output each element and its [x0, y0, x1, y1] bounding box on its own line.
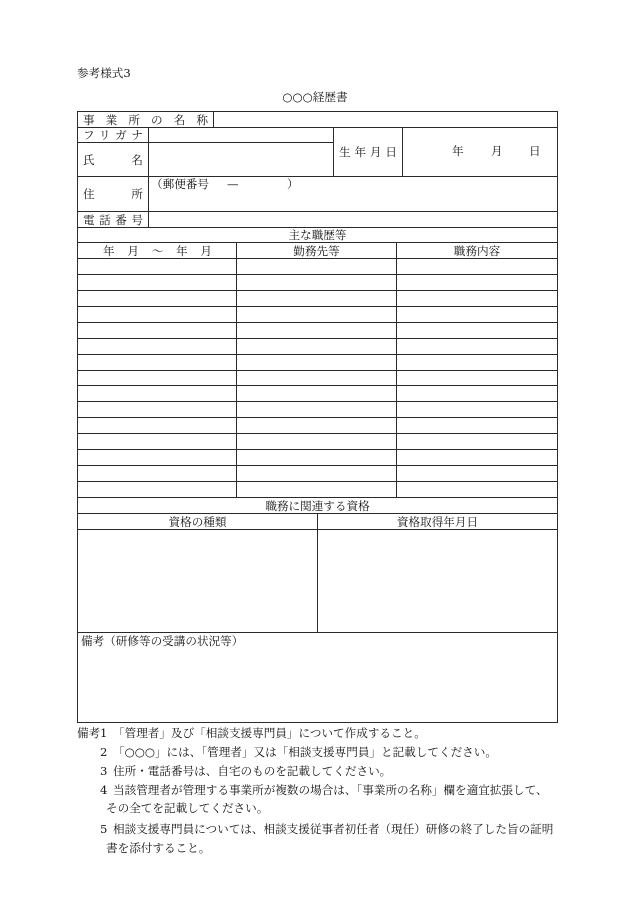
- note-text: 「○○○」には、「管理者」又は「相談支援専門員」と記載してください。: [113, 745, 497, 759]
- career-period-cell: [77, 290, 237, 307]
- career-duties-cell: [396, 338, 558, 355]
- career-row: [77, 354, 558, 371]
- page-title: ○○○経歴書: [282, 90, 348, 104]
- postal-code-separator: —: [227, 177, 239, 191]
- note-text: 住所・電話番号は、自宅のものを記載してください。: [113, 764, 392, 778]
- career-period-cell: [77, 370, 237, 386]
- career-duties-cell: [396, 481, 558, 498]
- career-rows: [77, 258, 558, 498]
- name-label: 氏名: [83, 152, 143, 167]
- note-number: 4: [100, 783, 108, 797]
- career-period-cell: [77, 433, 237, 450]
- address-field: [148, 176, 558, 212]
- note-number: 1: [100, 726, 108, 740]
- career-period-cell: [77, 385, 237, 402]
- qualification-date-field: [317, 529, 558, 633]
- note-item-2: [0, 743, 630, 761]
- qualification-type-header: 資格の種類: [77, 513, 318, 530]
- note-text: 「管理者」及び「相談支援専門員」について作成すること。: [113, 726, 426, 740]
- office-name-label-cell: [77, 111, 214, 128]
- career-duties-cell: [396, 449, 558, 466]
- career-duties-header: 職務内容: [396, 242, 558, 259]
- career-period-cell: [77, 322, 237, 339]
- career-row: [77, 401, 558, 418]
- career-duties-cell: [396, 433, 558, 450]
- qualification-date-header: 資格取得年月日: [317, 513, 558, 530]
- career-duties-cell: [396, 290, 558, 307]
- note-number: 3: [100, 764, 108, 778]
- career-period-cell: [77, 354, 237, 371]
- birthdate-year-unit: 年: [452, 144, 464, 158]
- qualification-type-field: [77, 529, 318, 633]
- career-period-cell: [77, 481, 237, 498]
- note-item-4: [0, 781, 630, 799]
- remarks-label: 備考（研修等の受講の状況等）: [81, 634, 244, 648]
- note-item-3: [0, 762, 630, 780]
- career-row: [77, 433, 558, 450]
- note-text: 当該管理者が管理する事業所が複数の場合は、「事業所の名称」欄を適宜拡張して、: [113, 783, 548, 797]
- address-label-cell: [77, 176, 149, 212]
- career-employer-cell: [236, 338, 397, 355]
- career-employer-cell: [236, 465, 397, 482]
- career-employer-cell: [236, 385, 397, 402]
- career-employer-cell: [236, 306, 397, 323]
- birthdate-label-cell: [333, 127, 403, 177]
- career-row: [77, 290, 558, 307]
- qualifications-section-title: 職務に関連する資格: [77, 497, 558, 514]
- career-duties-cell: [396, 385, 558, 402]
- name-field: [148, 142, 334, 177]
- career-duties-cell: [396, 370, 558, 386]
- postal-code-label: （郵便番号: [151, 177, 209, 191]
- notes-heading: 備考: [77, 726, 101, 740]
- career-employer-cell: [236, 449, 397, 466]
- career-duties-cell: [396, 274, 558, 291]
- phone-label-cell: [77, 211, 149, 228]
- career-row: [77, 338, 558, 355]
- office-name-field: [213, 111, 558, 128]
- career-row: [77, 385, 558, 402]
- career-employer-cell: [236, 370, 397, 386]
- career-duties-cell: [396, 401, 558, 418]
- career-row: [77, 481, 558, 498]
- career-employer-cell: [236, 258, 397, 275]
- career-period-cell: [77, 465, 237, 482]
- career-employer-cell: [236, 401, 397, 418]
- career-period-cell: [77, 258, 237, 275]
- career-period-header: [77, 242, 237, 259]
- career-employer-cell: [236, 274, 397, 291]
- note-text-continuation: その全てを記載してください。: [106, 801, 269, 815]
- career-row: [77, 322, 558, 339]
- postal-code-close: ）: [287, 177, 299, 191]
- remarks-field: [77, 632, 558, 723]
- career-period-cell: [77, 338, 237, 355]
- note-item-1: [0, 724, 630, 742]
- note-text: 相談支援専門員については、相談支援従事者初任者（現任）研修の終了した旨の証明: [113, 822, 554, 836]
- name-label-cell: [77, 142, 149, 177]
- birthdate-day-unit: 日: [529, 144, 541, 158]
- career-employer-cell: [236, 322, 397, 339]
- birthdate-label: 生年月日: [339, 145, 397, 159]
- note-text-continuation: 書を添付すること。: [106, 841, 211, 855]
- office-name-label: 事業所の名称: [83, 112, 208, 127]
- career-row: [77, 465, 558, 482]
- career-duties-cell: [396, 354, 558, 371]
- career-period-cell: [77, 401, 237, 418]
- career-period-cell: [77, 306, 237, 323]
- form-number-label: 参考様式3: [77, 66, 131, 80]
- career-duties-cell: [396, 417, 558, 434]
- career-employer-cell: [236, 290, 397, 307]
- resume-form-table: [77, 111, 558, 723]
- note-item-5: [0, 820, 630, 838]
- career-duties-cell: [396, 322, 558, 339]
- notes-section: [0, 724, 630, 857]
- career-row: [77, 306, 558, 323]
- career-employer-cell: [236, 417, 397, 434]
- career-row: [77, 258, 558, 275]
- furigana-label-cell: [77, 127, 149, 143]
- phone-field: [148, 211, 558, 228]
- career-row: [77, 274, 558, 291]
- career-duties-cell: [396, 306, 558, 323]
- career-row: [77, 417, 558, 434]
- furigana-field: [148, 127, 334, 143]
- career-section-title: 主な職歴等: [77, 227, 558, 243]
- address-label: 住所: [83, 187, 143, 201]
- note-item-4-continuation: [0, 799, 630, 817]
- birthdate-month-unit: 月: [491, 144, 503, 158]
- career-period-cell: [77, 417, 237, 434]
- career-period-cell: [77, 449, 237, 466]
- career-period-cell: [77, 274, 237, 291]
- phone-label: 電話番号: [83, 212, 143, 227]
- career-row: [77, 370, 558, 386]
- career-employer-cell: [236, 354, 397, 371]
- note-number: 5: [100, 822, 108, 836]
- career-row: [77, 449, 558, 466]
- career-period-header-label: 年月～年月: [103, 243, 212, 258]
- birthdate-field: [402, 127, 558, 177]
- career-employer-cell: [236, 433, 397, 450]
- note-item-5-continuation: [0, 839, 630, 857]
- furigana-label: フリガナ: [83, 128, 143, 142]
- career-employer-header: 勤務先等: [236, 242, 397, 259]
- career-employer-cell: [236, 481, 397, 498]
- career-duties-cell: [396, 258, 558, 275]
- career-duties-cell: [396, 465, 558, 482]
- note-number: 2: [100, 745, 108, 759]
